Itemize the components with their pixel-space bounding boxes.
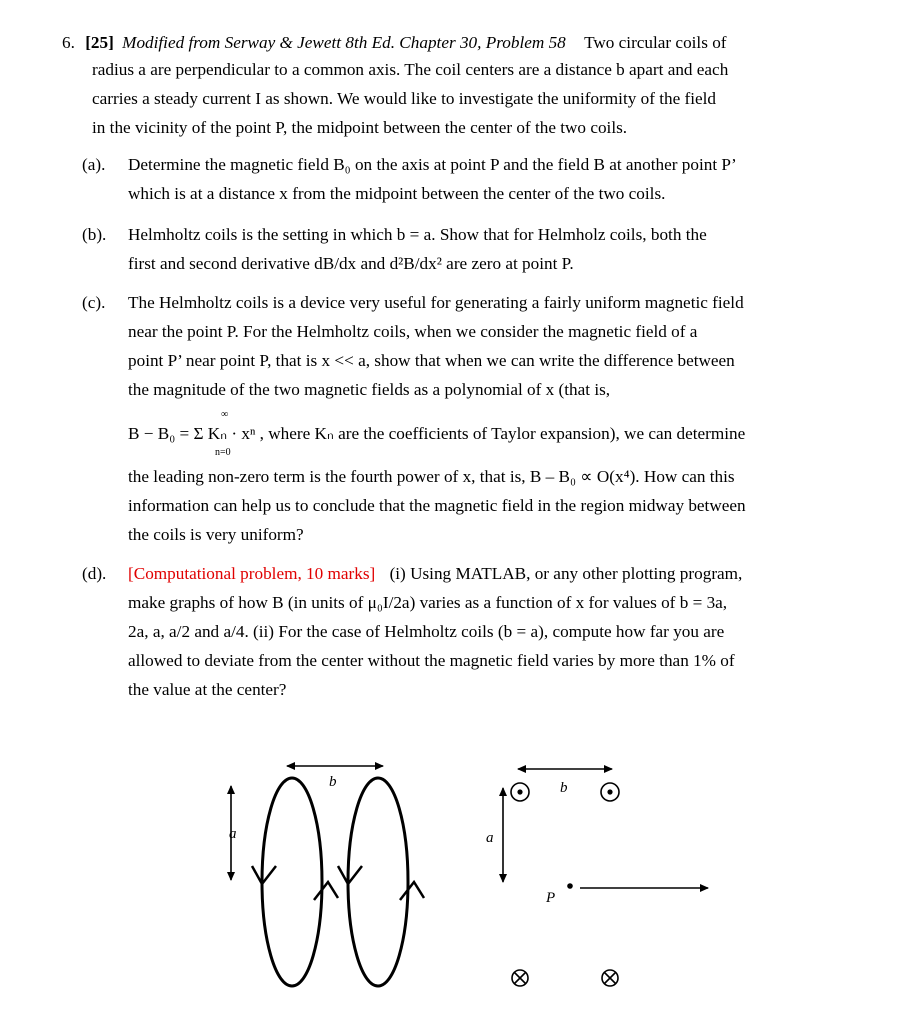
problem-source: Modified from Serway & Jewett 8th Ed. Chapter 30, Problem 58 xyxy=(122,33,566,52)
part-b-line-1: first and second derivative dB/dx and d²B/dx² are zero at point P. xyxy=(128,254,574,273)
intro-line-2: carries a steady current I as shown. We would like to investigate the uniformity of the field xyxy=(92,89,717,108)
current-arrow-icon xyxy=(338,866,362,884)
part-d-line-4: the value at the center? xyxy=(128,680,287,699)
left-coil-diagram xyxy=(229,766,424,986)
sum-upper-limit: ∞ xyxy=(221,409,229,420)
part-c-line-2: point P’ near point P, that is x << a, show that when we can write the difference between xyxy=(128,351,735,370)
sum-lower-limit: n=0 xyxy=(215,447,231,458)
left-label-a: a xyxy=(229,826,237,842)
left-label-b: b xyxy=(329,774,337,790)
intro-line-0: Two circular coils of xyxy=(584,33,727,52)
part-a-label: (a). xyxy=(82,155,106,174)
current-arrow-icon xyxy=(252,866,276,884)
right-cross-section xyxy=(486,769,708,986)
intro-line-1: radius a are perpendicular to a common axis. The coil centers are a distance b apart and each xyxy=(92,60,729,79)
point-p-dot xyxy=(567,883,573,889)
problem-marks: [25] xyxy=(85,33,114,52)
part-d-line-0-text: (i) Using MATLAB, or any other plotting program, xyxy=(389,564,743,583)
intro-line-3: in the vicinity of the point P, the midpoint between the center of the two coils. xyxy=(92,118,628,137)
right-label-a: a xyxy=(486,830,494,846)
coil-2 xyxy=(348,778,408,986)
part-d-line-2: 2a, a, a/2 and a/4. (ii) For the case of Helmholtz coils (b = a), compute how far you are xyxy=(128,622,725,641)
part-c-line-3: the magnitude of the two magnetic fields as a polynomial of x (that is, xyxy=(128,380,611,399)
part-c-line-6: information can help us to conclude that the magnetic field in the region midway between xyxy=(128,496,746,515)
part-c-line-0: The Helmholtz coils is a device very useful for generating a fairly uniform magnetic field xyxy=(128,293,744,312)
current-arrow-icon xyxy=(314,882,338,900)
current-in-cross xyxy=(515,973,526,984)
current-out-dot xyxy=(607,789,612,794)
coil-1 xyxy=(262,778,322,986)
part-d-label: (d). xyxy=(82,564,107,583)
current-in-cross xyxy=(605,973,616,984)
current-arrow-icon xyxy=(400,882,424,900)
part-c-line-1: near the point P. For the Helmholtz coils, when we consider the magnetic field of a xyxy=(128,322,698,341)
part-d-line-3: allowed to deviate from the center without the magnetic field varies by more than 1% of xyxy=(128,651,735,670)
part-b-label: (b). xyxy=(82,225,107,244)
part-c-line-5: the leading non-zero term is the fourth power of x, that is, B – B₀ ∝ O(x⁴). How can this xyxy=(128,467,735,486)
part-c-label: (c). xyxy=(82,293,106,312)
current-out-dot xyxy=(517,789,522,794)
computational-tag: [Computational problem, 10 marks] xyxy=(128,564,376,583)
part-c-line-7: the coils is very uniform? xyxy=(128,525,304,544)
part-c-equation-line: B − B₀ = Σ Kₙ · xⁿ , where Kₙ are the coefficients of Taylor expansion), we can determine xyxy=(128,424,746,443)
right-label-p: P xyxy=(546,890,556,906)
part-d-line-1: make graphs of how B (in units of μ₀I/2a) varies as a function of x for values of b = 3a, xyxy=(128,593,728,612)
part-a-line-0: Determine the magnetic field B₀ on the axis at point P and the field B at another point P’ xyxy=(128,155,737,174)
right-label-b: b xyxy=(560,780,568,796)
part-b-line-0: Helmholtz coils is the setting in which b = a. Show that for Helmholz coils, both the xyxy=(128,225,707,244)
problem-number: 6. xyxy=(62,33,75,52)
part-a-line-1: which is at a distance x from the midpoint between the center of the two coils. xyxy=(128,184,666,203)
